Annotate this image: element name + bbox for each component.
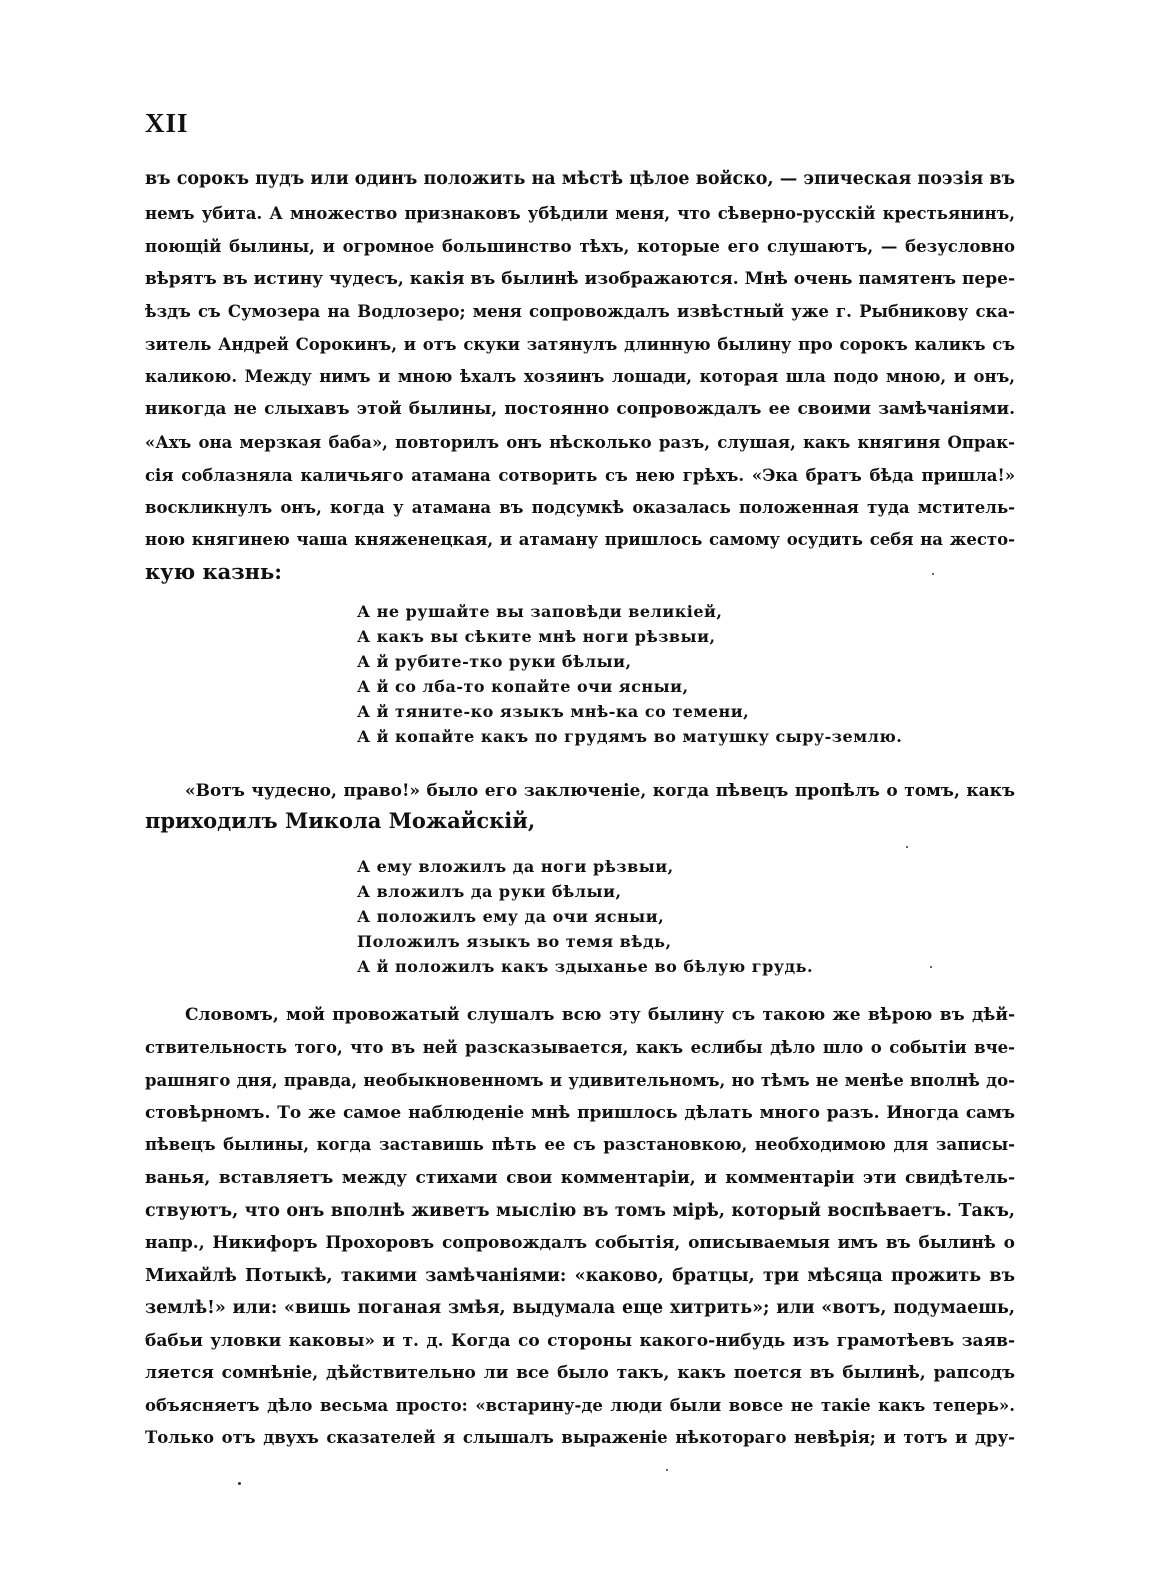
text-line: бабьи уловки каковы» и т. д. Когда со стороны какого-нибудь изъ грамотѣевъ заяв- bbox=[145, 1331, 1015, 1351]
text-line: каликою. Между нимъ и мною ѣхалъ хозяинъ лошади, которая шла подо мною, и онъ, bbox=[145, 367, 1015, 386]
scan-speck bbox=[238, 1482, 241, 1485]
text-line: объясняетъ дѣло весьма просто: «встарину-де люди были вовсе не такіе какъ теперь». bbox=[145, 1396, 1015, 1415]
text-line: Словомъ, мой провожатый слушалъ всю эту былину съ такою же вѣрою въ дѣй- bbox=[185, 1005, 1015, 1025]
verse-line: А вложилъ да руки бѣлыи, bbox=[357, 882, 622, 901]
verse-line: А й копайте какъ по грудямъ во матушку сыру-землю. bbox=[357, 727, 903, 746]
text-line: немъ убита. А множество признаковъ убѣдили меня, что сѣверно-русскій крестьянинъ, bbox=[145, 204, 1015, 223]
scan-speck bbox=[930, 966, 932, 968]
verse-line: А й тяните-ко языкъ мнѣ-ка со темени, bbox=[357, 702, 750, 721]
text-line: пѣвецъ былины, когда заставишь пѣть ее съ разстановкою, необходимою для записы- bbox=[145, 1135, 1015, 1154]
text-line: напр., Никифоръ Прохоровъ сопровождалъ событія, описываемыя имъ въ былинѣ о bbox=[145, 1233, 1015, 1253]
text-line: ванья, вставляетъ между стихами свои комментаріи, и комментаріи эти свидѣтель- bbox=[145, 1168, 1015, 1188]
text-line: воскликнулъ онъ, когда у атамана въ подсумкѣ оказалась положенная туда мститель- bbox=[145, 498, 1015, 517]
text-line: «Ахъ она мерзкая баба», повторилъ онъ нѣсколько разъ, слушая, какъ княгиня Опрак- bbox=[145, 433, 1015, 452]
text-line: ѣздъ съ Сумозера на Водлозеро; меня сопровождалъ извѣстный уже г. Рыбникову ска- bbox=[145, 302, 1015, 321]
text-line: Только отъ двухъ сказателей я слышалъ выраженіе нѣкотораго невѣрія; и тотъ и дру- bbox=[145, 1428, 1015, 1447]
verse-line: А й положилъ какъ здыханье во бѣлую грудь. bbox=[357, 957, 814, 976]
text-line: приходилъ Микола Можайскій, bbox=[145, 808, 536, 833]
verse-line: А й со лба-то копайте очи ясныи, bbox=[357, 677, 689, 696]
verse-line: А ему вложилъ да ноги рѣзвыи, bbox=[357, 857, 674, 876]
text-line: «Вотъ чудесно, право!» было его заключеніе, когда пѣвецъ пропѣлъ о томъ, какъ bbox=[185, 781, 1015, 801]
scan-speck bbox=[666, 1469, 668, 1471]
text-line: кую казнь: bbox=[145, 559, 283, 584]
text-line: ствуютъ, что онъ вполнѣ живетъ мыслію въ томъ мірѣ, который воспѣваетъ. Такъ, bbox=[145, 1201, 1015, 1221]
text-line: поющій былины, и огромное большинство тѣхъ, которые его слушаютъ, — безусловно bbox=[145, 237, 1015, 256]
page-number: XII bbox=[145, 108, 189, 138]
scan-speck bbox=[932, 573, 934, 575]
text-line: ствительность того, что въ ней разсказывается, какъ еслибы дѣло шло о событіи вче- bbox=[145, 1038, 1015, 1057]
text-line: рашняго дня, правда, необыкновенномъ и удивительномъ, но тѣмъ не менѣе вполнѣ до- bbox=[145, 1071, 1015, 1090]
scan-speck bbox=[906, 846, 908, 848]
verse-line: А какъ вы сѣките мнѣ ноги рѣзвыи, bbox=[357, 627, 716, 646]
verse-line: А не рушайте вы заповѣди великіей, bbox=[357, 602, 723, 621]
text-line: никогда не слыхавъ этой былины, постоянно сопровождалъ ее своими замѣчаніями. bbox=[145, 399, 1015, 419]
verse-line: А й рубите-тко руки бѣлыи, bbox=[357, 652, 632, 671]
text-line: въ сорокъ пудъ или одинъ положить на мѣстѣ цѣлое войско, — эпическая поэзія въ bbox=[145, 169, 1015, 189]
text-line: зитель Андрей Сорокинъ, и отъ скуки затянулъ длинную былину про сорокъ каликъ съ bbox=[145, 335, 1015, 354]
text-line: ляется сомнѣніе, дѣйствительно ли все было такъ, какъ поется въ былинѣ, рапсодъ bbox=[145, 1363, 1015, 1383]
text-line: землѣ!» или: «вишь поганая змѣя, выдумала еще хитрить»; или «вотъ, подумаешь, bbox=[145, 1298, 1015, 1318]
text-line: вѣрятъ въ истину чудесъ, какія въ былинѣ изображаются. Мнѣ очень памятенъ пере- bbox=[145, 269, 1015, 289]
text-line: сія соблазняла каличьяго атамана сотворить съ нею грѣхъ. «Эка братъ бѣда пришла!» bbox=[145, 466, 1015, 485]
verse-line: А положилъ ему да очи ясныи, bbox=[357, 907, 665, 926]
text-line: Михайлѣ Потыкѣ, такими замѣчаніями: «каково, братцы, три мѣсяца прожить въ bbox=[145, 1266, 1015, 1286]
text-line: стовѣрномъ. То же самое наблюденіе мнѣ пришлось дѣлать много разъ. Иногда самъ bbox=[145, 1103, 1015, 1123]
text-line: ною княгинею чаша княженецкая, и атаману пришлось самому осудить себя на жесто- bbox=[145, 530, 1015, 549]
verse-line: Положилъ языкъ во темя вѣдь, bbox=[357, 932, 672, 951]
